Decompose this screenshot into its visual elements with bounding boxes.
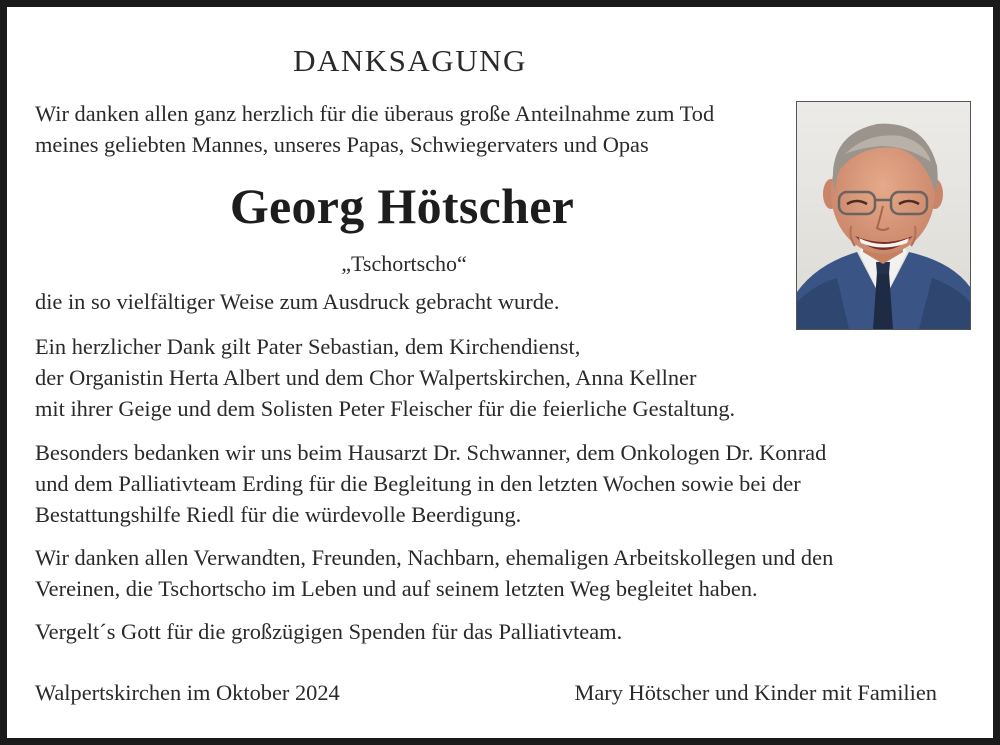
- thanks-line-3: mit ihrer Geige und dem Solisten Peter Fleischer für die feierliche Gestaltung.: [35, 396, 736, 421]
- special-thanks-line-3: Bestattungshilfe Riedl für die würdevolle Beerdigung.: [35, 502, 522, 527]
- intro-line-2: meines geliebten Mannes, unseres Papas, Schwiegervaters und Opas: [35, 132, 649, 157]
- place-date: Walpertskirchen im Oktober 2024: [35, 680, 340, 705]
- deceased-name: Georg Hötscher: [229, 178, 575, 234]
- donations-line: Vergelt´s Gott für die großzügigen Spenden für das Palliativteam.: [35, 619, 623, 644]
- thanks-line-2: der Organistin Herta Albert und dem Chor Walpertskirchen, Anna Kellner: [35, 365, 697, 390]
- thanks-line-1: Ein herzlicher Dank gilt Pater Sebastian, dem Kirchendienst,: [35, 334, 581, 359]
- portrait-photo: [796, 101, 971, 330]
- heading: DANKSAGUNG: [293, 43, 527, 78]
- signature: Mary Hötscher und Kinder mit Familien: [574, 680, 937, 705]
- intro-line-1: Wir danken allen ganz herzlich für die überaus große Anteilnahme zum Tod: [35, 101, 715, 126]
- special-thanks-line-2: und dem Palliativteam Erding für die Begleitung in den letzten Wochen sowie bei der: [35, 471, 801, 496]
- obituary-card: [7, 7, 993, 738]
- relatives-line-1: Wir danken allen Verwandten, Freunden, Nachbarn, ehemaligen Arbeitskollegen und den: [35, 545, 834, 570]
- special-thanks-line-1: Besonders bedanken wir uns beim Hausarzt Dr. Schwanner, dem Onkologen Dr. Konrad: [35, 440, 827, 465]
- nickname: „Tschortscho“: [341, 251, 467, 276]
- relatives-line-2: Vereinen, die Tschortscho im Leben und auf seinem letzten Weg begleitet haben.: [35, 576, 758, 601]
- after-name-line: die in so vielfältiger Weise zum Ausdruck gebracht wurde.: [35, 289, 560, 314]
